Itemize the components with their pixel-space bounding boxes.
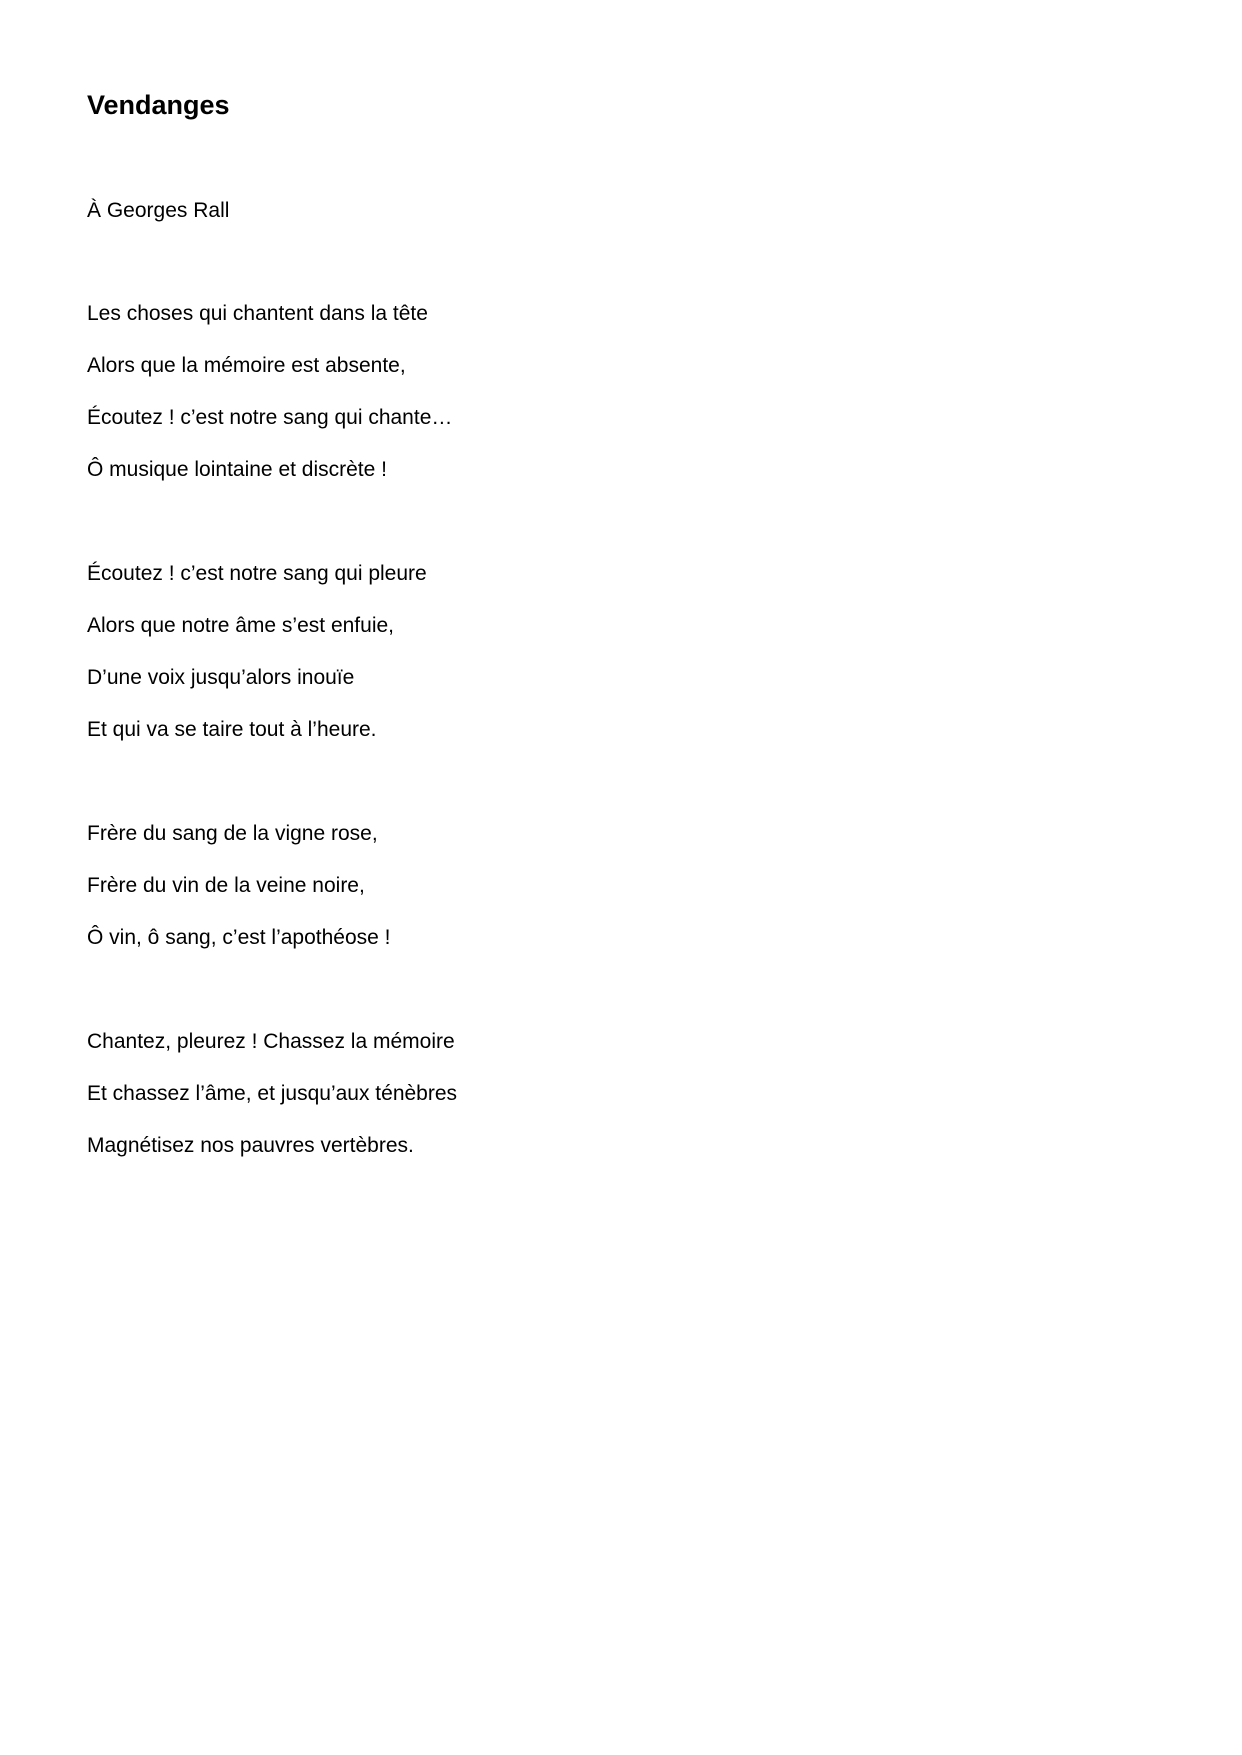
poem-line: Ô musique lointaine et discrète !	[87, 458, 387, 481]
poem-line: Ô vin, ô sang, c’est l’apothéose !	[87, 926, 391, 949]
stanza-2	[87, 560, 427, 768]
stanza-3	[87, 820, 391, 976]
poem-line: D’une voix jusqu’alors inouïe	[87, 666, 355, 689]
poem-line: Écoutez ! c’est notre sang qui pleure	[87, 562, 427, 585]
poem-line: Frère du sang de la vigne rose,	[87, 822, 378, 845]
stanza-4	[87, 1028, 457, 1184]
poem-line: Frère du vin de la veine noire,	[87, 874, 365, 897]
poem-line: Et chassez l’âme, et jusqu’aux ténèbres	[87, 1082, 458, 1105]
poem-line: Et qui va se taire tout à l’heure.	[87, 718, 377, 741]
poem-line: Magnétisez nos pauvres vertèbres.	[87, 1134, 414, 1157]
poem-title: Vendanges	[87, 90, 230, 120]
poem-line: Alors que notre âme s’est enfuie,	[87, 614, 395, 637]
poem-dedication: À Georges Rall	[87, 199, 230, 222]
poem-line: Écoutez ! c’est notre sang qui chante…	[87, 406, 453, 429]
stanza-1	[87, 300, 452, 508]
poem-line: Les choses qui chantent dans la tête	[87, 302, 428, 325]
poem-line: Chantez, pleurez ! Chassez la mémoire	[87, 1030, 455, 1053]
poem-line: Alors que la mémoire est absente,	[87, 354, 406, 377]
